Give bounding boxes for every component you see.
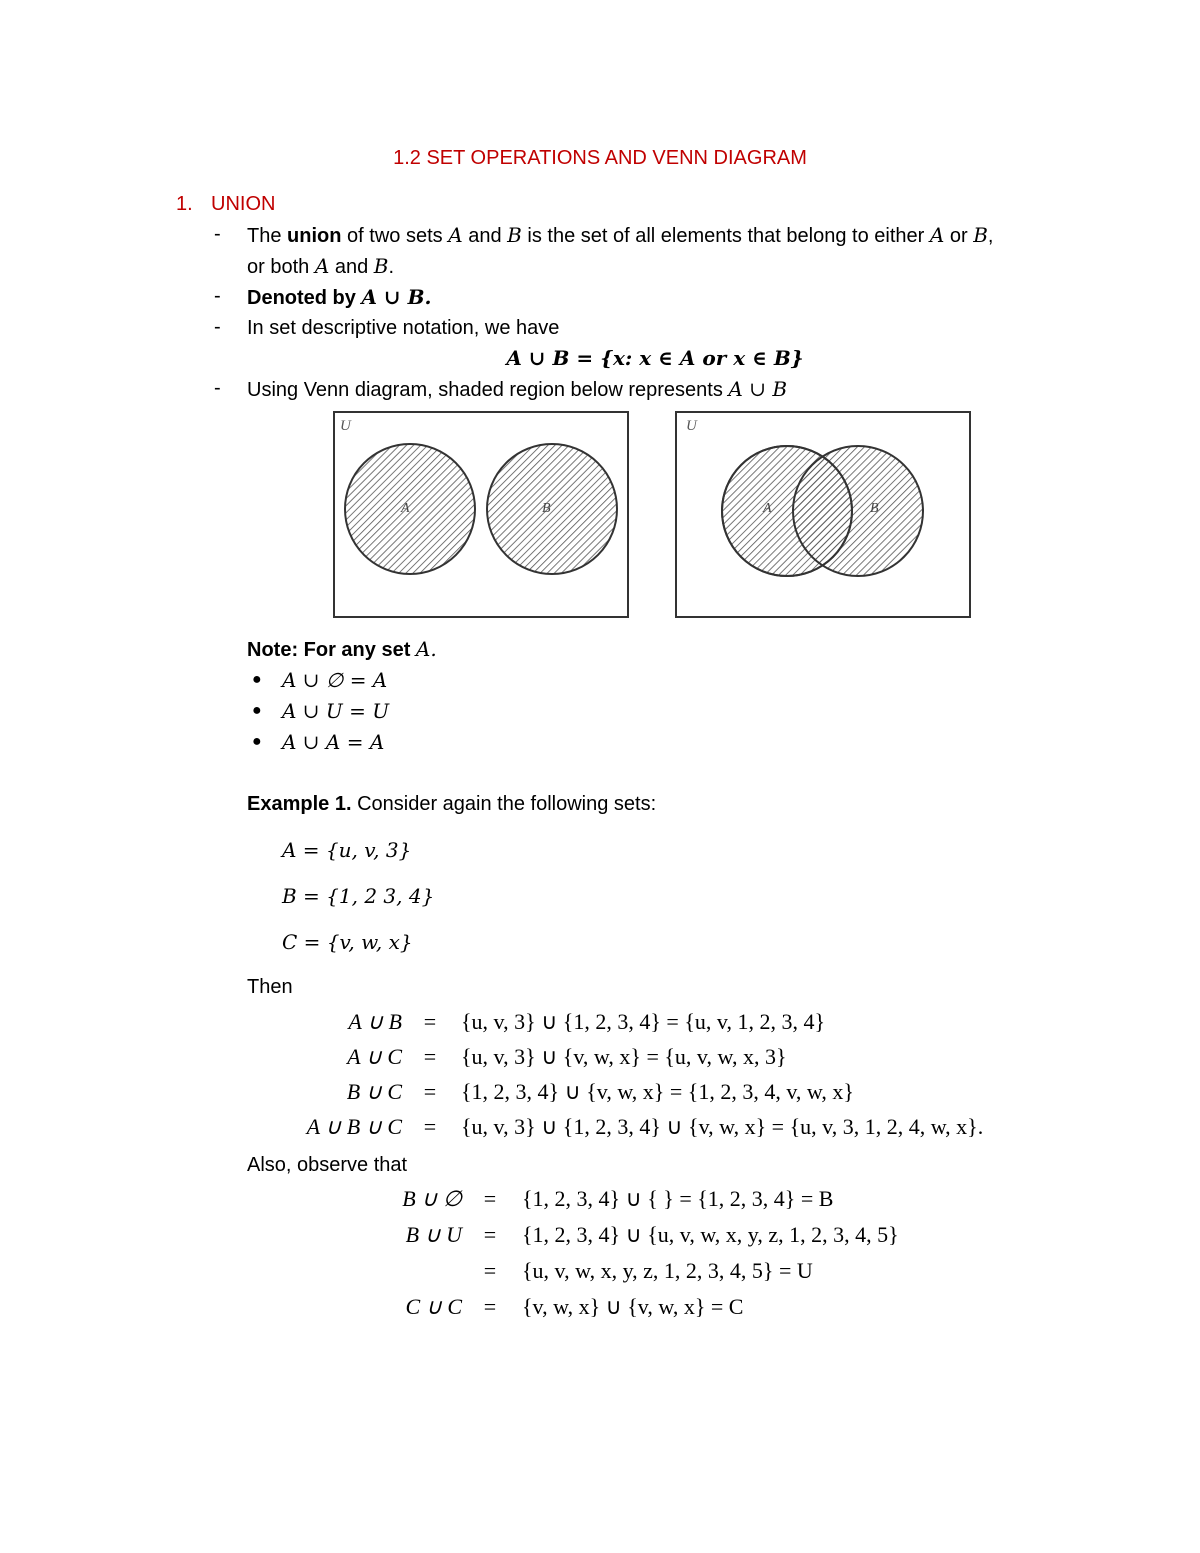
equation-rhs: {v, w, x} ∪ {v, w, x} = C (522, 1294, 744, 1319)
equation-row (0, 1113, 1200, 1143)
universe-label: U (340, 418, 351, 434)
example-heading: Example 1. Consider again the following sets: (247, 793, 657, 815)
equals-sign: = (483, 1294, 497, 1319)
equation-rhs: {u, v, w, x, y, z, 1, 2, 3, 4, 5} = U (522, 1258, 813, 1283)
dash-marker: - (214, 285, 221, 307)
bullet-dot: ● (252, 702, 262, 719)
equation-row (0, 1257, 1200, 1287)
equation-lhs: A ∪ B ∪ C (306, 1114, 402, 1139)
union-formula: A ∪ B = {x: x ∈ A or x ∈ B} (506, 346, 804, 370)
equation-lhs: C ∪ C (405, 1294, 462, 1319)
set-b-circle (793, 446, 923, 576)
venn-disjoint (334, 412, 628, 617)
venn-diagrams (330, 408, 975, 623)
bullet-dot: ● (252, 671, 262, 688)
equation-row (0, 1221, 1200, 1251)
set-a-label: A (763, 501, 772, 516)
union-definition-line1: The union of two sets A and B is the set of all elements that belong to either A or B, (247, 223, 994, 247)
universe-label: U (686, 418, 697, 434)
set-b-label: B (870, 501, 879, 516)
note-item: A ∪ A = A (282, 730, 385, 754)
then-label: Then (247, 976, 293, 998)
set-definition: C = {v, w, x} (282, 930, 413, 954)
page-title: 1.2 SET OPERATIONS AND VENN DIAGRAM (393, 147, 807, 169)
equation-row (0, 1185, 1200, 1215)
equation-rhs: {u, v, 3} ∪ {v, w, x} = {u, v, w, x, 3} (461, 1044, 787, 1069)
equals-sign: = (423, 1114, 437, 1139)
equation-rhs: {u, v, 3} ∪ {1, 2, 3, 4} = {u, v, 1, 2, 3, 4} (461, 1009, 826, 1034)
equation-lhs: A ∪ C (347, 1044, 402, 1069)
bullet-dot: ● (252, 733, 262, 750)
equals-sign: = (483, 1186, 497, 1211)
note-item: A ∪ ∅ = A (282, 668, 388, 692)
dash-marker: - (214, 223, 221, 245)
equation-lhs: B ∪ ∅ (402, 1186, 462, 1211)
equation-rhs: {1, 2, 3, 4} ∪ {u, v, w, x, y, z, 1, 2, 3, 4, 5} (522, 1222, 899, 1247)
equals-sign: = (483, 1258, 497, 1283)
set-b-circle (487, 444, 617, 574)
set-definition: B = {1, 2 3, 4} (282, 884, 435, 908)
equals-sign: = (423, 1044, 437, 1069)
equation-rhs: {u, v, 3} ∪ {1, 2, 3, 4} ∪ {v, w, x} = {u, v, 3, 1, 2, 4, w, x}. (461, 1114, 984, 1139)
equation-rhs: {1, 2, 3, 4} ∪ { } = {1, 2, 3, 4} = B (522, 1186, 834, 1211)
equation-lhs: B ∪ C (346, 1079, 402, 1104)
equation-row (0, 1008, 1200, 1038)
note-item: A ∪ U = U (282, 699, 390, 723)
equation-row (0, 1293, 1200, 1323)
section-heading: UNION (211, 193, 276, 215)
equation-rhs: {1, 2, 3, 4} ∪ {v, w, x} = {1, 2, 3, 4, v, w, x} (461, 1079, 854, 1104)
equation-row (0, 1078, 1200, 1108)
section-number: 1. (176, 193, 193, 215)
denoted-by: Denoted by A ∪ B. (247, 285, 432, 309)
note-heading: Note: For any set A. (247, 637, 437, 661)
equals-sign: = (423, 1079, 437, 1104)
venn-caption: Using Venn diagram, shaded region below represents A ∪ B (247, 377, 788, 401)
set-a-label: A (401, 501, 410, 516)
union-definition-line2: or both A and B. (247, 254, 395, 278)
venn-overlapping (676, 412, 970, 617)
equation-row (0, 1043, 1200, 1073)
equals-sign: = (483, 1222, 497, 1247)
equation-lhs: A ∪ B (348, 1009, 402, 1034)
descriptive-notation: In set descriptive notation, we have (247, 317, 560, 339)
dash-marker: - (214, 316, 221, 338)
observe-label: Also, observe that (247, 1154, 408, 1176)
equation-lhs: B ∪ U (405, 1222, 462, 1247)
equals-sign: = (423, 1009, 437, 1034)
set-definition: A = {u, v, 3} (282, 838, 412, 862)
set-b-label: B (542, 501, 551, 516)
dash-marker: - (214, 377, 221, 399)
